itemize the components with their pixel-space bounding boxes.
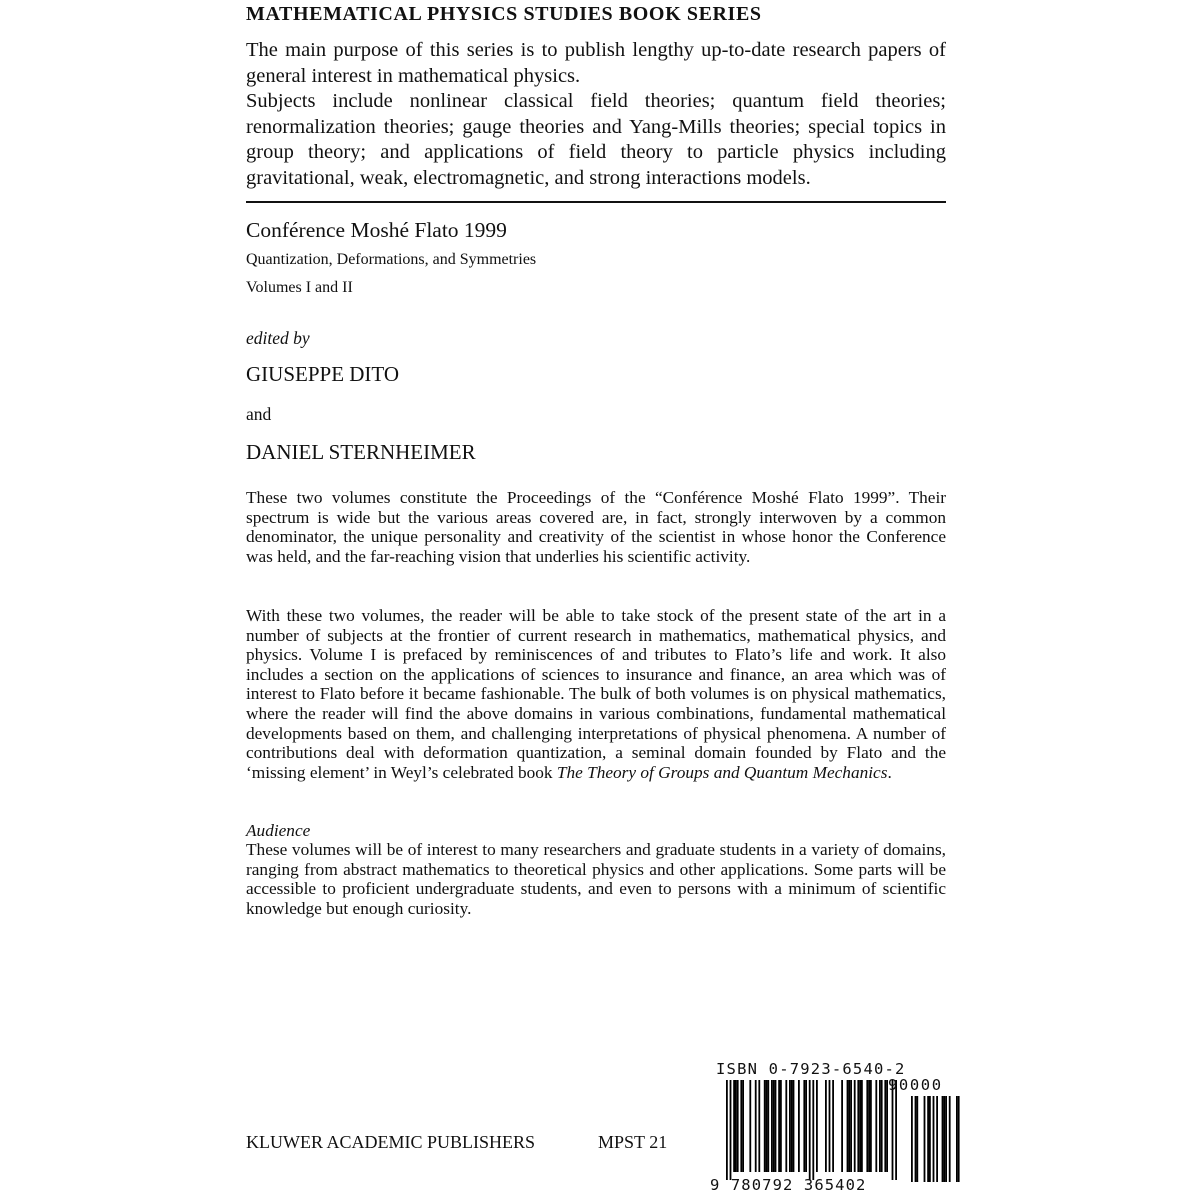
barcode-addon-bar — [942, 1096, 944, 1182]
barcode-bar — [868, 1080, 870, 1172]
barcode-bar — [737, 1080, 739, 1172]
barcode-bar — [791, 1080, 793, 1172]
barcode-bar — [879, 1080, 881, 1172]
barcode-bar — [780, 1080, 782, 1172]
barcode-addon-bar — [924, 1096, 926, 1182]
barcode-bar — [829, 1080, 831, 1172]
barcode-bar — [870, 1080, 872, 1172]
isbn-label: ISBN 0-7923-6540-2 — [716, 1060, 906, 1078]
barcode-bar — [755, 1080, 757, 1172]
audience-text: These volumes will be of interest to many researchers and graduate students in a variety of domains, ranging from abstract mathematics to theoretical physics and other applications. Some parts will be accessible to proficient undergraduate students, and even to persons with a minimum of scientific knowledge but enough curiosity. — [246, 840, 946, 918]
barcode-ean-digits: 9 780792 365402 — [710, 1176, 867, 1194]
barcode-bar — [847, 1080, 849, 1172]
audience-paragraph — [246, 840, 946, 918]
barcode-bar — [766, 1080, 768, 1172]
barcode-addon-digits: 90000 — [888, 1076, 943, 1094]
barcode-bar — [803, 1080, 805, 1172]
barcode-bar — [798, 1080, 800, 1172]
blurb-text — [246, 606, 946, 782]
barcode-bar — [884, 1080, 886, 1172]
barcode-addon-bar — [958, 1096, 960, 1182]
barcode-addon-bar — [929, 1096, 931, 1182]
horizontal-divider — [246, 201, 946, 203]
barcode-bar — [866, 1080, 868, 1172]
barcode-bar — [832, 1080, 834, 1172]
series-title: MATHEMATICAL PHYSICS STUDIES BOOK SERIES — [246, 3, 762, 25]
book-volumes: Volumes I and II — [246, 279, 353, 296]
barcode-addon-bar — [927, 1096, 929, 1182]
barcode-bar — [789, 1080, 791, 1172]
isbn-barcode — [704, 1058, 960, 1198]
barcode-addon-bar — [933, 1096, 935, 1182]
book-title: Conférence Moshé Flato 1999 — [246, 218, 507, 242]
barcode-bar — [875, 1080, 877, 1172]
barcode-bar — [825, 1080, 827, 1172]
editor-name: GIUSEPPE DITO — [246, 362, 400, 386]
barcode-bar — [785, 1080, 787, 1172]
barcode-bar — [854, 1080, 856, 1172]
barcode-bar — [735, 1080, 737, 1172]
barcode-bar — [726, 1080, 728, 1180]
barcode-addon-bar — [916, 1096, 918, 1182]
blurb-text-main: With these two volumes, the reader will be able to take stock of the present state of the art in a number of subjects at the frontier of current research in mathematics, mathematical physics, and physics. Volume I is prefaced by reminiscences of and tributes to Flato’s life and work. It also includes a section on the applications of sciences to insurance and finance, an area which was of interest to Flato before it became fashionable. The bulk of both volumes is on physical mathematics, where the reader will find the above domains in various combinations, fundamental mathematical developments based on them, and challenging interpretations of physical phenomena. A number of contributions deal with deformation quantization, a seminal domain founded by Flato and the ‘missing element’ in Weyl’s celebrated book — [246, 606, 946, 782]
editor-conjunction: and — [246, 404, 272, 424]
barcode-bar — [773, 1080, 775, 1172]
barcode-addon-bar — [956, 1096, 958, 1182]
barcode-addon-bar — [945, 1096, 947, 1182]
barcode-bar — [848, 1080, 850, 1172]
barcode-bar — [857, 1080, 859, 1172]
barcode-bar — [793, 1080, 795, 1172]
barcode-bar — [764, 1080, 766, 1172]
publisher-name: KLUWER ACADEMIC PUBLISHERS — [246, 1132, 536, 1152]
barcode-bar — [816, 1080, 818, 1172]
blurb-text-end: . — [887, 762, 892, 782]
barcode-addon-bar — [943, 1096, 945, 1182]
barcode-bar — [812, 1080, 814, 1180]
barcode-bar — [809, 1080, 811, 1180]
barcode-bar — [749, 1080, 751, 1172]
barcode-bar — [881, 1080, 883, 1172]
cited-book-title: The Theory of Groups and Quantum Mechanics — [556, 762, 888, 782]
barcode-bar — [742, 1080, 744, 1172]
series-description-paragraph: Subjects include nonlinear classical field theories; quantum field theories; renormalization theories; gauge theories and Yang-Mills theories; special topics in group theory; and applications of field theory to particle physics including gravitational, weak, electromagnetic, and strong interactions models. — [246, 90, 946, 189]
book-subtitle: Quantization, Deformations, and Symmetries — [246, 251, 537, 268]
barcode-bar — [892, 1080, 894, 1180]
editor-name: DANIEL STERNHEIMER — [246, 440, 476, 464]
barcode-bar — [733, 1080, 735, 1172]
barcode-addon-bar — [949, 1096, 951, 1182]
series-code: MPST 21 — [598, 1132, 668, 1152]
series-description — [246, 38, 946, 191]
barcode-bar — [767, 1080, 769, 1172]
barcode-bar — [730, 1080, 732, 1180]
barcode-bar — [841, 1080, 843, 1172]
series-description-paragraph: The main purpose of this series is to publish lengthy up-to-date research papers of general interest in mathematical physics. — [246, 39, 946, 87]
barcode-bar — [775, 1080, 777, 1172]
barcode-bar — [771, 1080, 773, 1172]
barcode-addon-bar — [936, 1096, 938, 1182]
barcode-addon-bar — [911, 1096, 913, 1182]
barcode-bar — [778, 1080, 780, 1172]
blurb-paragraph — [246, 488, 946, 566]
barcode-bar — [805, 1080, 807, 1172]
barcode-bar — [758, 1080, 760, 1172]
edited-by-label: edited by — [246, 328, 310, 348]
barcode-bar — [859, 1080, 861, 1172]
barcode-bar — [895, 1080, 897, 1180]
blurb-text: These two volumes constitute the Proceedings of the “Conférence Moshé Flato 1999”. Their spectrum is wide but the various areas covered are, in fact, strongly interwoven by a common denominator, the unique personality and creativity of the scientist in whose honor the Conference was held, and the far-reaching vision that underlies his scientific activity. — [246, 488, 946, 566]
barcode-bar — [861, 1080, 863, 1172]
blurb-paragraph — [246, 606, 946, 782]
barcode-bar — [740, 1080, 742, 1172]
barcode-addon-bar — [915, 1096, 917, 1182]
audience-heading: Audience — [246, 821, 311, 840]
barcode-bar — [850, 1080, 852, 1172]
